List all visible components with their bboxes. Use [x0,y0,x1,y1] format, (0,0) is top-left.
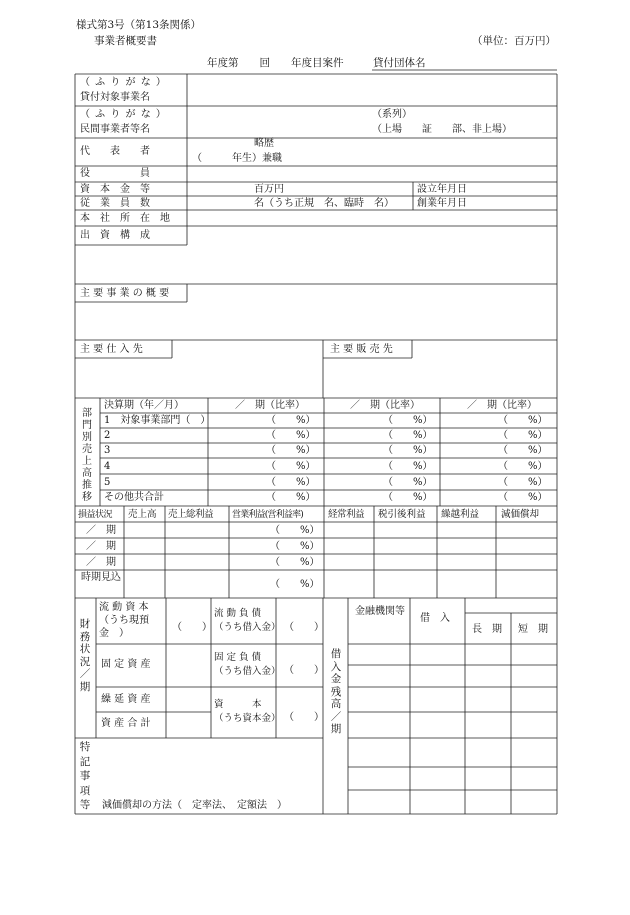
borrowing-side-label: 借入金残高／期 [330,648,342,735]
investment-label: 出 資 構 成 [80,230,150,241]
sales-pct-cell: （ %） [498,415,548,426]
pl-header-net: 税引後利益 [378,509,426,520]
capital-finance-label: 資 本（うち資本金） [214,699,281,724]
sales-pct-cell: （ %） [383,492,433,503]
private-operator-label: 民間事業者等名 [80,124,150,135]
pl-period-label: ／ 期 [86,541,116,552]
loan-project-label: 貸付対象事業名 [80,92,150,103]
fixed-liabilities-paren: （ ） [284,665,324,676]
fixed-assets-label: 固 定 資 産 [101,659,151,670]
pl-header-operating: 営業利益(営利益率) [232,510,304,520]
sales-row-label: 5 [104,477,111,488]
sales-pct-cell: （ %） [498,492,548,503]
total-assets-label: 資 産 合 計 [101,718,151,729]
sales-pct-cell: （ %） [266,477,316,488]
pl-header-status: 損益状況 [78,510,113,520]
sales-pct-cell: （ %） [266,492,316,503]
sales-row-label: その他共合計 [104,492,164,503]
unit-label: （単位：百万円） [472,35,556,47]
furigana-label-2: （ ふ り が な ） [80,109,167,120]
pl-header-gross: 売上総利益 [168,509,214,520]
document-title: 事業者概要書 [94,35,157,47]
customers-label: 主 要 販 売 先 [330,344,393,355]
deferred-assets-label: 繰 延 資 産 [101,694,151,705]
lender-group-label: 貸付団体名 [373,57,426,69]
form-number: 様式第3号（第13条関係） [76,19,202,31]
sales-pct-cell: （ %） [498,430,548,441]
career-label: 略歴 [254,138,274,149]
pl-header-ordinary: 経常利益 [328,509,365,520]
sales-pct-cell: （ %） [266,415,316,426]
year-line: 年度第 回 年度目案件 [207,57,344,69]
sales-header-period: 決算期（年／月） [104,400,184,411]
sales-pct-cell: （ %） [266,461,316,472]
officer-label: 役 員 [80,168,150,179]
main-business-label: 主 要 事 業 の 概 要 [80,288,170,299]
founded-date-label: 設立年月日 [417,184,467,195]
capital-paren: （ ） [284,712,324,723]
pl-pct-cell: （ %） [270,557,320,568]
current-liabilities-label: 流 動 負 債（うち借入金） [214,608,281,633]
sales-header-col3: ／ 期（比率） [467,400,537,411]
business-start-label: 創業年月日 [417,198,467,209]
keiretsu-label: （系列） [372,109,412,120]
sales-row-label: 2 [104,430,111,441]
pl-pct-cell: （ %） [270,541,320,552]
sales-pct-cell: （ %） [266,445,316,456]
sales-header-col2: ／ 期（比率） [350,400,420,411]
sales-pct-cell: （ %） [383,430,433,441]
sales-pct-cell: （ %） [383,477,433,488]
employees-label: 従 業 員 数 [80,198,150,209]
long-term-header: 長 期 [472,624,502,635]
sales-pct-cell: （ %） [383,461,433,472]
current-assets-label: 流 動 資 本（うち現預金 ） [99,602,149,639]
sales-header-col1: ／ 期（比率） [235,400,305,411]
fixed-liabilities-label: 固 定 負 債（うち借入金） [214,652,281,677]
pl-pct-cell: （ %） [270,579,320,590]
sales-pct-cell: （ %） [498,461,548,472]
finance-side-label: 財務状況／期 [79,618,91,693]
furigana-label-1: （ ふ り が な ） [80,77,167,88]
short-term-header: 短 期 [518,624,548,635]
sales-pct-cell: （ %） [498,445,548,456]
pl-header-carried: 繰越利益 [441,509,480,520]
pl-forecast-label: 時期見込 [81,572,121,583]
listing-label: （上場 証 部、非上場） [372,124,512,135]
suppliers-label: 主 要 仕 入 先 [80,344,143,355]
notes-side-label: 特記事項等 [79,741,91,811]
current-assets-paren: （ ） [172,622,212,633]
bank-header: 金融機関等 [355,606,405,617]
pl-header-depreciation: 減価償却 [501,509,540,520]
sales-row-label: 1 対象事業部門（ ） [104,415,211,426]
capital-label: 資 本 金 等 [80,184,150,195]
borrow-header: 借 入 [420,613,450,624]
pl-pct-cell: （ %） [270,525,320,536]
depreciation-method: 減価償却の方法（ 定率法、 定額法 ） [102,800,287,811]
current-liabilities-paren: （ ） [284,622,324,633]
capital-unit: 百万円 [254,184,284,195]
sales-row-label: 4 [104,461,111,472]
pl-header-sales: 売上高 [128,509,157,520]
headquarters-label: 本 社 所 在 地 [80,213,170,224]
employees-detail: 名（うち正規 名、臨時 名） [254,198,394,209]
sales-pct-cell: （ %） [266,430,316,441]
representative-label: 代 表 者 [80,146,150,157]
sales-pct-cell: （ %） [383,445,433,456]
pl-period-label: ／ 期 [86,525,116,536]
birth-year-label: （ 年生）兼職 [192,153,282,164]
sales-pct-cell: （ %） [498,477,548,488]
sales-side-label: 部門別売上高推移 [82,408,92,503]
pl-period-label: ／ 期 [86,557,116,568]
sales-pct-cell: （ %） [383,415,433,426]
sales-row-label: 3 [104,445,111,456]
